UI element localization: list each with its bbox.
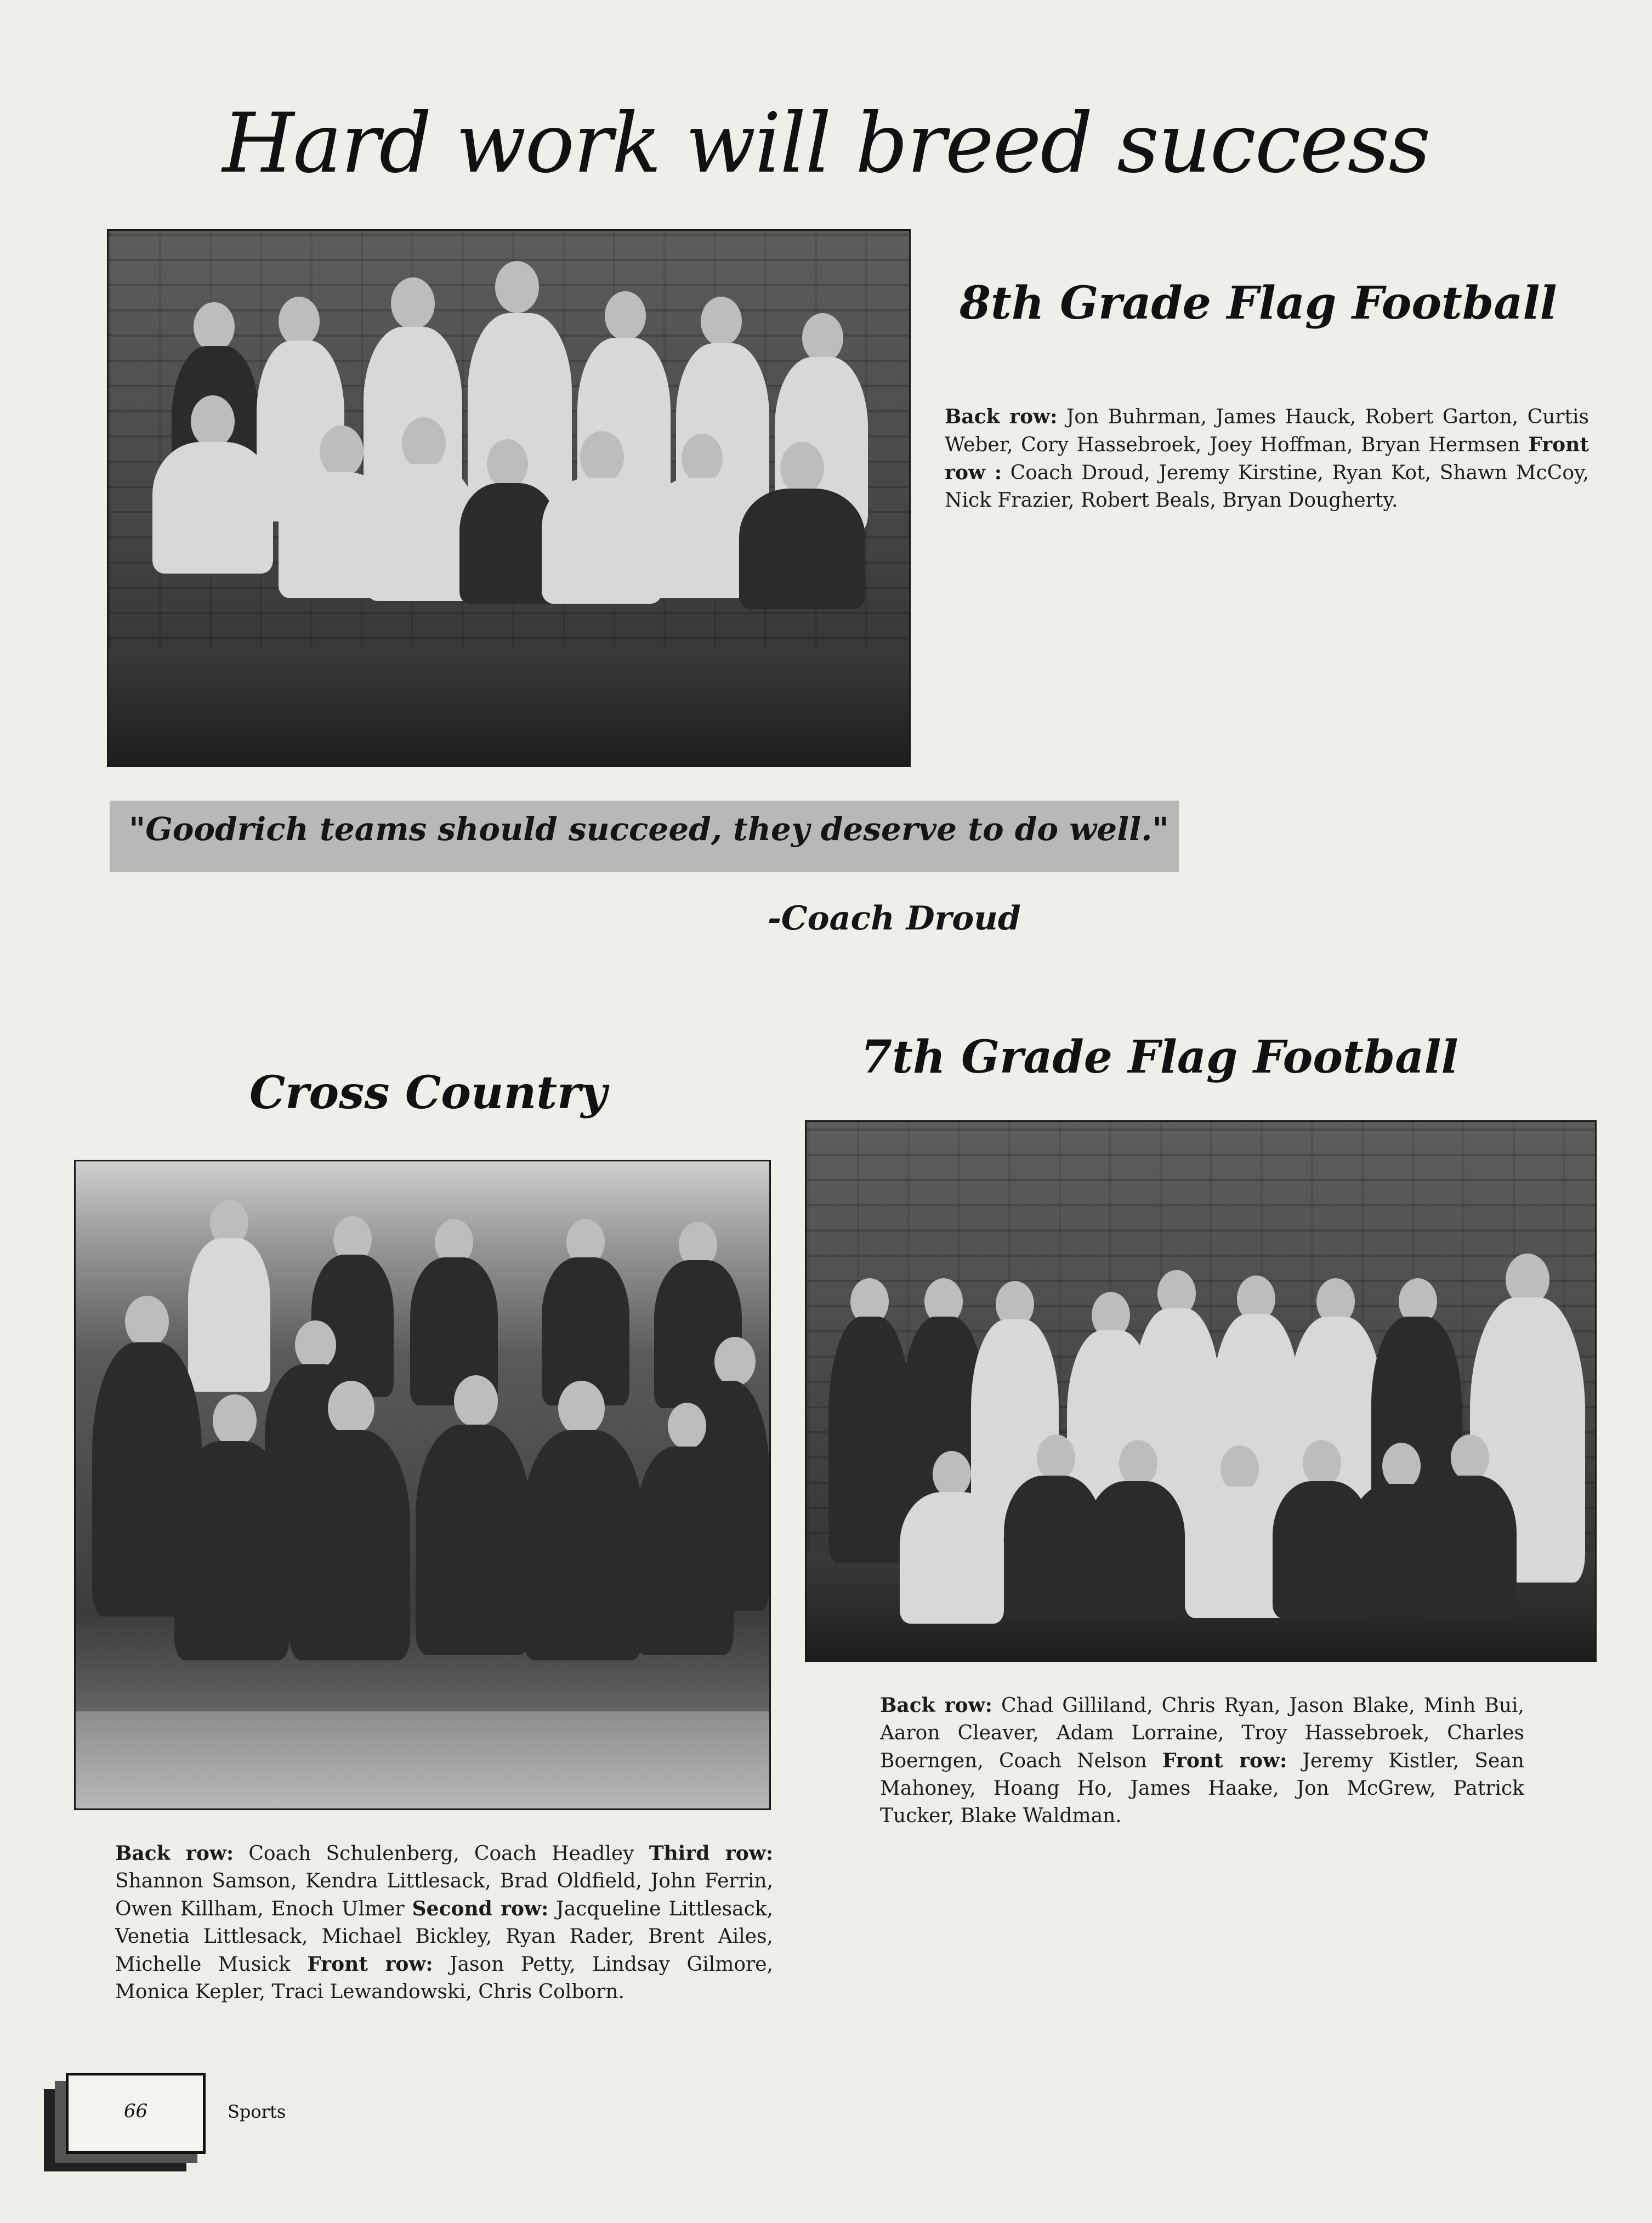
coach-quote: "Goodrich teams should succeed, they deserve to do well." [129, 810, 1169, 848]
page-title: Hard work will breed success [222, 96, 1430, 191]
eighth-grade-team-photo [107, 229, 911, 767]
seventh-grade-team-photo [805, 1120, 1597, 1662]
cross-country-team-photo [74, 1160, 771, 1810]
section-label: Sports [228, 2101, 286, 2122]
page-number: 66 [123, 2100, 148, 2122]
seventh-grade-caption: Back row: Chad Gilliland, Chris Ryan, Jason Blake, Minh Bui, Aaron Cleaver, Adam Lorraine, Troy Hassebroek, Charles Boerngen, Coach Nelson Front row: Jeremy Kistler, Sean Mahoney, Hoang Ho, James Haake, Jon McGrew, Patrick Tucker, Blake Waldman. [880, 1694, 1524, 1827]
cross-country-heading: Cross Country [249, 1067, 607, 1119]
eighth-grade-heading: 8th Grade Flag Football [960, 277, 1557, 330]
quote-author: -Coach Droud [768, 899, 1021, 938]
cross-country-caption: Back row: Coach Schulenberg, Coach Headley Third row: Shannon Samson, Kendra Littlesack, Brad Oldfield, John Ferrin, Owen Killham, Enoch Ulmer Second row: Jacqueline Littlesack, Venetia Littlesack, Michael Bickley, Ryan Rader, Brent Ailes, Michelle Musick Front row: Jason Petty, Lindsay Gilmore, Monica Kepler, Traci Lewandowski, Chris Colborn. [115, 1842, 774, 2003]
eighth-grade-caption: Back row: Jon Buhrman, James Hauck, Robert Garton, Curtis Weber, Cory Hassebroek, Joey Hoffman, Bryan Hermsen Front row : Coach Droud, Jeremy Kirstine, Ryan Kot, Shawn McCoy, Nick Frazier, Robert Beals, Bryan Dougherty. [945, 405, 1589, 512]
seventh-grade-heading: 7th Grade Flag Football [861, 1031, 1458, 1084]
